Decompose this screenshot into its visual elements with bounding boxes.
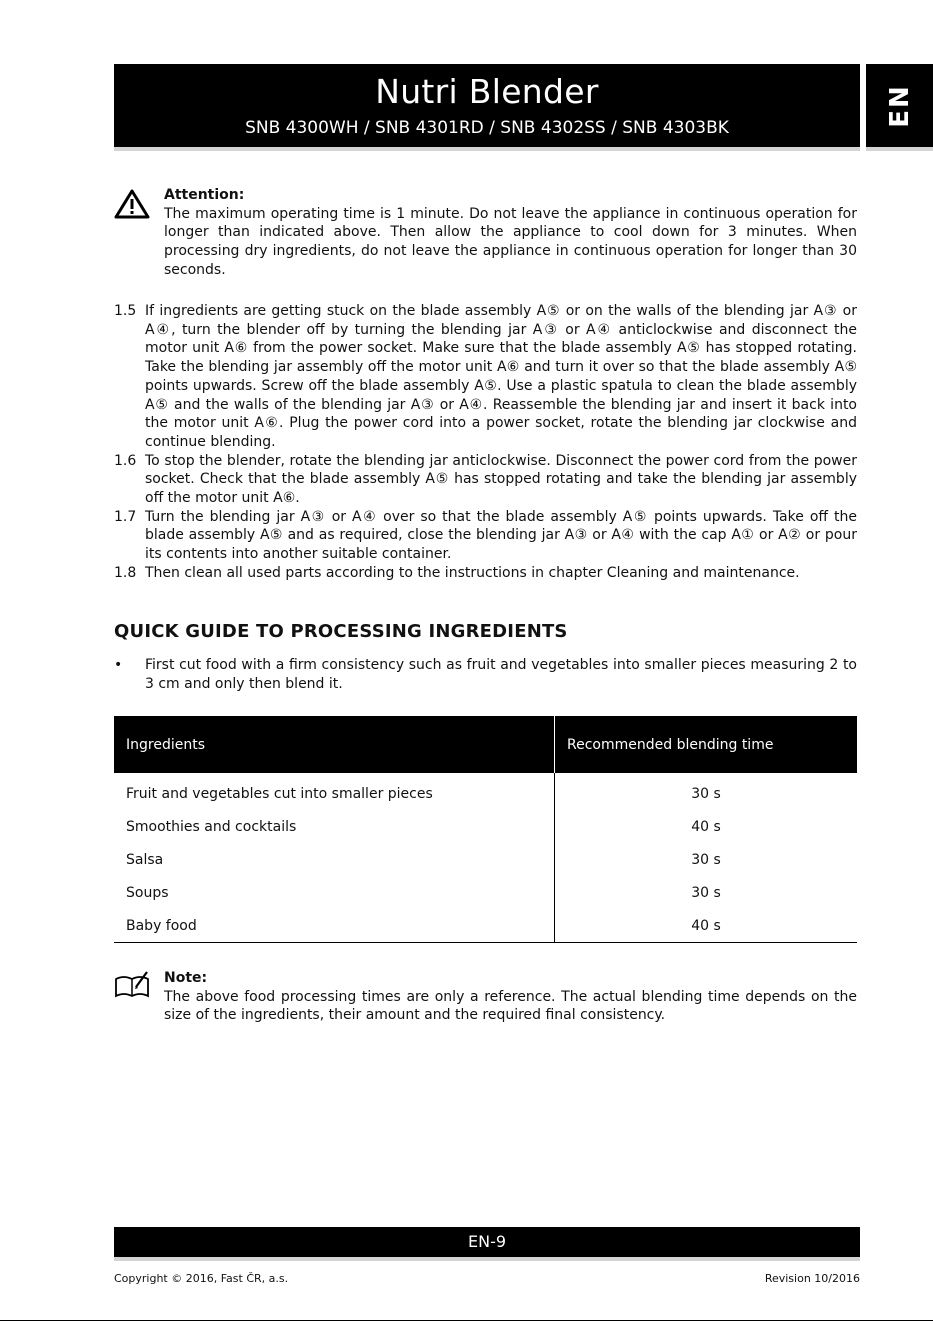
step-number: 1.6 (114, 452, 137, 469)
ingredient-cell: Soups (114, 876, 555, 909)
header-ingredients: Ingredients (114, 716, 555, 773)
document-header (114, 64, 860, 147)
revision-text: Revision 10/2016 (764, 1272, 860, 1285)
attention-notice (164, 186, 857, 280)
instruction-steps (114, 302, 857, 583)
time-cell: 30 s (691, 785, 721, 802)
ingredient-cell: Smoothies and cocktails (114, 810, 555, 843)
note-text: The above food processing times are only a reference. The actual blending time depends on the size of the ingredients, their amount and the required final consistency. (164, 988, 857, 1024)
step-number: 1.8 (114, 564, 137, 581)
step-number: 1.7 (114, 508, 137, 525)
step-item (114, 564, 857, 583)
step-text: Turn the blending jar A③ or A④ over so that the blade assembly A⑤ points upwards. Take off the blade assembly A⑤ and as required, close the blending jar A③ or A④ with the cap A① or A② or pour its contents into another suitable container. (145, 508, 857, 563)
page-bottom-rule (0, 1320, 933, 1321)
page-number-bar (114, 1227, 860, 1257)
step-item (114, 508, 857, 564)
bullet-text: First cut food with a firm consistency such as fruit and vegetables into smaller pieces measuring 2 to 3 cm and only then blend it. (145, 657, 857, 692)
blending-time-table (114, 716, 857, 943)
open-book-pencil-icon (114, 969, 150, 999)
step-number: 1.5 (114, 303, 137, 319)
table-row (114, 773, 857, 810)
model-numbers: SNB 4300WH / SNB 4301RD / SNB 4302SS / SNB 4303BK (245, 118, 729, 138)
product-title: Nutri Blender (375, 72, 599, 111)
time-cell: 40 s (555, 909, 858, 943)
step-text: If ingredients are getting stuck on the blade assembly A⑤ or on the walls of the blending jar A③ or A④, turn the blender off by turning the blending jar A③ or A④ anticlockwise and disconnect the motor unit A⑥ from the power socket. Make sure that the blade assembly A⑤ has stopped rotating. Take the blending jar assembly off the motor unit A⑥ and turn it over so that the blade assembly A⑤ points upwards. Screw off the blade assembly A⑤. Use a plastic spatula to clean the blade assembly A⑤ and the walls of the blending jar A③ or A④. Reassemble the blending jar and insert it back into the motor unit A⑥. Plug the power cord into a power socket, rotate the blending jar clockwise and continue blending. (145, 303, 857, 450)
step-item (114, 452, 857, 508)
bullet-mark: • (114, 657, 123, 673)
section-heading: QUICK GUIDE TO PROCESSING INGREDIENTS (114, 621, 568, 642)
attention-label: Attention: (164, 187, 245, 203)
language-tab (866, 64, 933, 147)
table-header-row (114, 716, 857, 773)
table-row (114, 843, 857, 876)
note-notice (164, 969, 857, 1025)
time-cell: 40 s (691, 818, 721, 835)
time-cell: 30 s (691, 851, 721, 868)
step-text: Then clean all used parts according to the instructions in chapter Cleaning and maintenance. (145, 564, 800, 581)
ingredient-cell: Salsa (114, 843, 555, 876)
language-code: EN (884, 83, 915, 128)
ingredient-cell: Baby food (114, 909, 555, 943)
table-row (114, 876, 857, 909)
note-label: Note: (164, 970, 208, 986)
table-row (114, 810, 857, 843)
copyright-text: Copyright © 2016, Fast ČR, a.s. (114, 1272, 289, 1285)
page-number: EN-9 (467, 1232, 507, 1251)
table-row (114, 909, 857, 943)
header-blending-time: Recommended blending time (555, 716, 858, 773)
attention-text: The maximum operating time is 1 minute. Do not leave the appliance in continuous operation for longer than indicated above. Then allow the appliance to cool down for 3 minutes. When processing dry ingredients, do not leave the appliance in continuous operation for longer than 30 seconds. (164, 205, 857, 278)
step-text: To stop the blender, rotate the blending jar anticlockwise. Disconnect the power cord from the power socket. Check that the blade assembly A⑤ has stopped rotating and take the blending jar assembly off the motor unit A⑥. (145, 452, 857, 507)
step-item (114, 302, 857, 452)
time-cell: 30 s (691, 884, 721, 901)
warning-triangle-icon (114, 189, 150, 219)
bullet-item (114, 656, 857, 693)
ingredient-cell: Fruit and vegetables cut into smaller pieces (114, 773, 555, 810)
